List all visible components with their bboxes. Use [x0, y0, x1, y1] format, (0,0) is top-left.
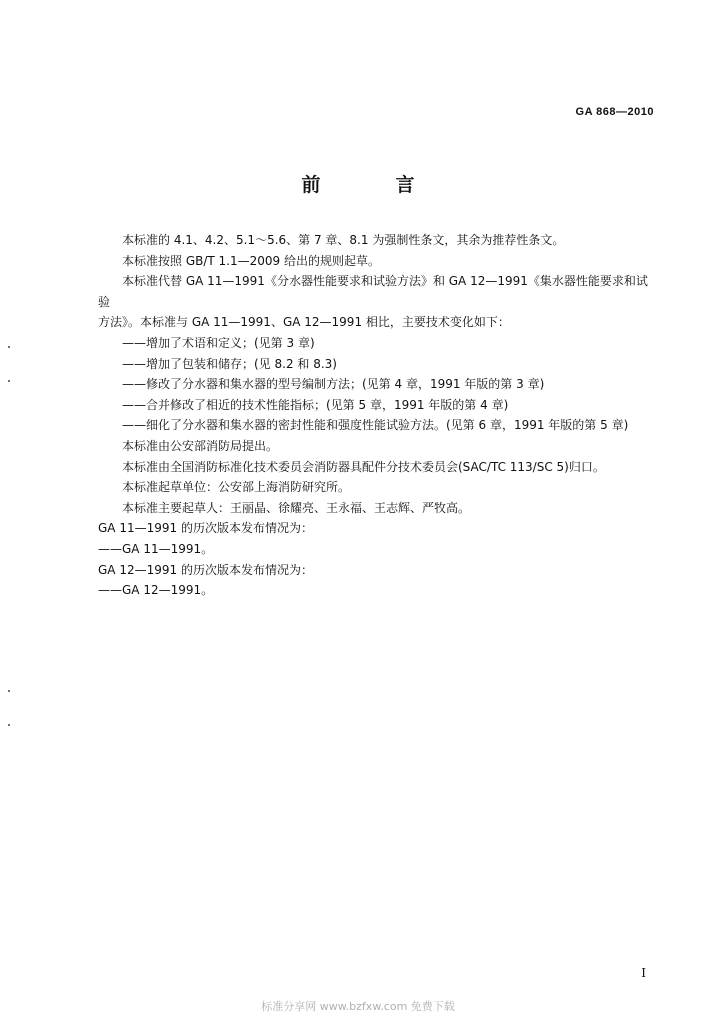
- scan-mark: [8, 690, 10, 692]
- paragraph-history-ga12: GA 12—1991 的历次版本发布情况为：: [98, 562, 313, 577]
- change-item: ——修改了分水器和集水器的型号编制方法；(见第 4 章，1991 年版的第 3 章): [122, 377, 545, 392]
- paragraph-replaces-continued: 方法》。本标准与 GA 11—1991、GA 12—1991 相比，主要技术变化如下：: [98, 315, 510, 330]
- paragraph-drafting-unit: 本标准起草单位：公安部上海消防研究所。: [122, 480, 351, 495]
- paragraph-committee: 本标准由全国消防标准化技术委员会消防器具配件分技术委员会(SAC/TC 113/SC 5)归口。: [122, 459, 605, 474]
- scan-mark: [8, 346, 10, 348]
- paragraph-drafters: 本标准主要起草人：王丽晶、徐耀亮、王永福、王志辉、严牧高。: [122, 500, 471, 515]
- change-item: ——增加了包装和储存；(见 8.2 和 8.3): [122, 356, 337, 371]
- page-number: I: [641, 966, 646, 980]
- paragraph-proposer: 本标准由公安部消防局提出。: [122, 438, 279, 453]
- scan-mark: [8, 724, 10, 726]
- paragraph-drafting-rules: 本标准按照 GB/T 1.1—2009 给出的规则起草。: [122, 253, 380, 268]
- page-title: 前 言: [301, 174, 443, 196]
- paragraph-mandatory-clauses: 本标准的 4.1、4.2、5.1～5.6、第 7 章、8.1 为强制性条文，其余为推荐性条文。: [122, 233, 565, 247]
- footer-watermark: 标准分享网 www.bzfxw.com 免费下载: [261, 1000, 455, 1013]
- history-item: ——GA 11—1991。: [98, 541, 214, 556]
- standard-code: GA 868—2010: [575, 106, 654, 118]
- paragraph-replaces: 本标准代替 GA 11—1991《分水器性能要求和试验方法》和 GA 12—1991《集水器性能要求和试验: [98, 274, 648, 309]
- change-item: ——增加了术语和定义；(见第 3 章): [122, 335, 315, 350]
- document-body: [98, 230, 658, 601]
- change-item: ——细化了分水器和集水器的密封性能和强度性能试验方法。(见第 6 章，1991 年版的第 5 章): [122, 418, 629, 433]
- history-item: ——GA 12—1991。: [98, 583, 214, 598]
- paragraph-history-ga11: GA 11—1991 的历次版本发布情况为：: [98, 521, 313, 536]
- scan-mark: [8, 380, 10, 382]
- change-item: ——合并修改了相近的技术性能指标；(见第 5 章，1991 年版的第 4 章): [122, 397, 509, 412]
